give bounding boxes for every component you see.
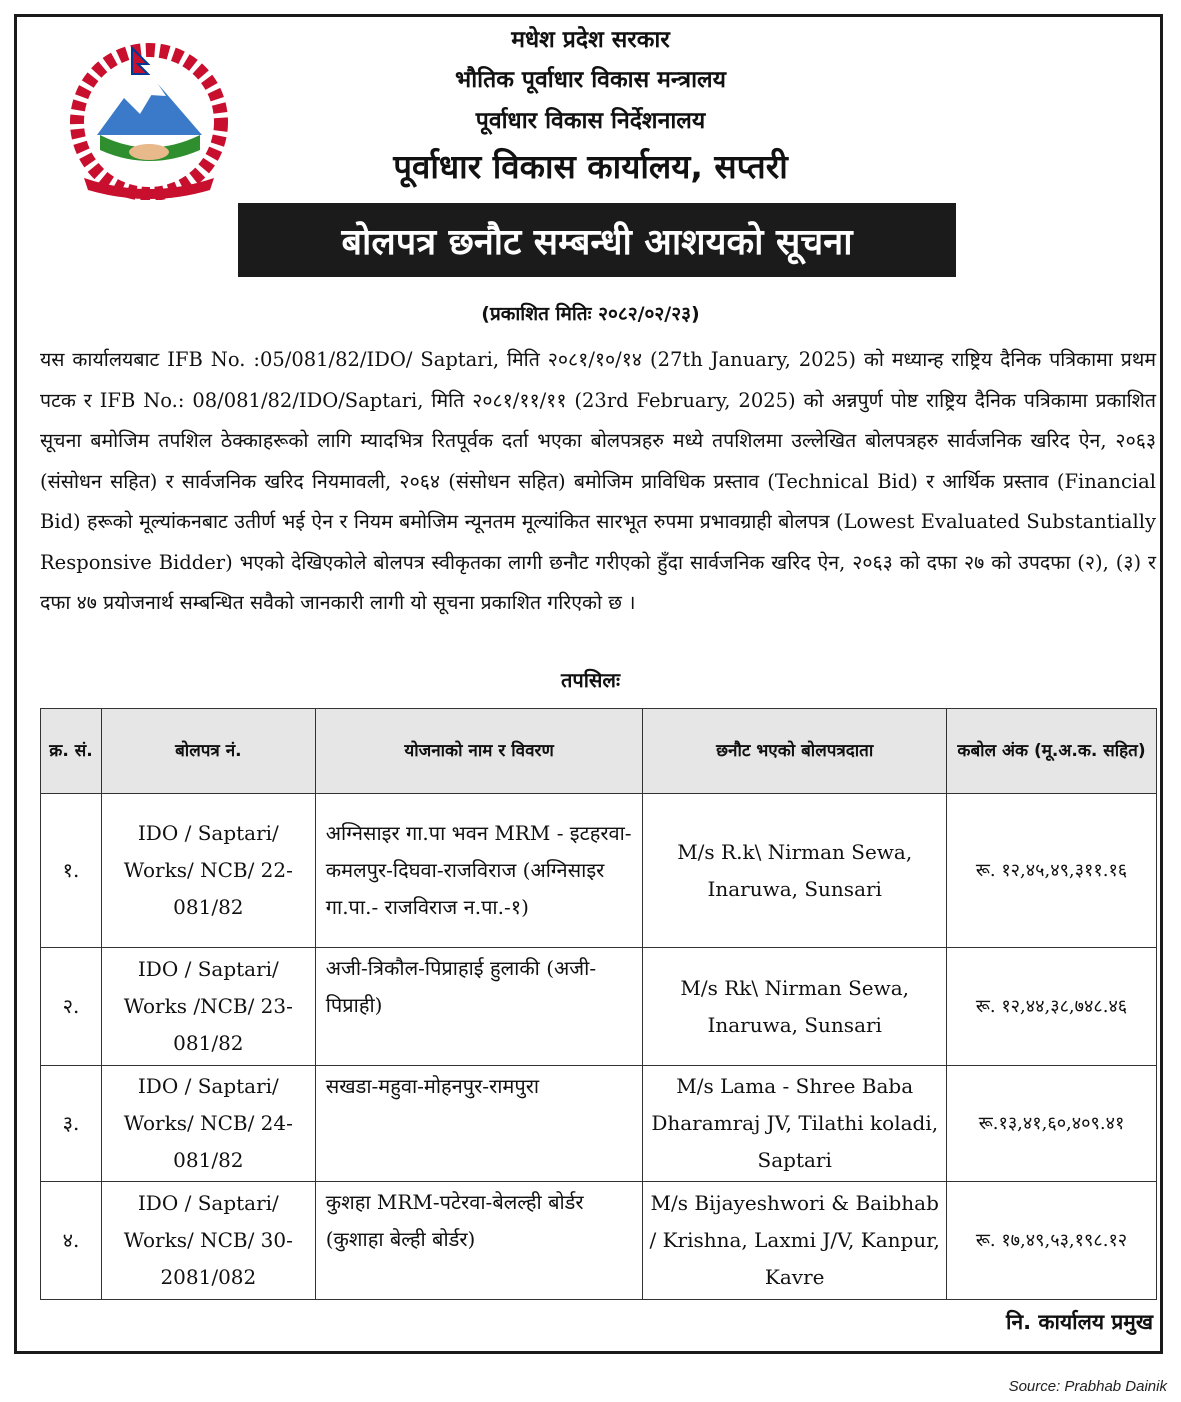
table-row [41, 948, 1157, 1066]
row-bidder: M/s Bijayeshwori & Baibhab / Krishna, Laxmi J/V, Kanpur, Kavre [643, 1182, 947, 1300]
row-bid-no: IDO / Saptari/ Works/ NCB/ 24-081/82 [101, 1066, 315, 1182]
row-sn: ३. [41, 1066, 102, 1182]
row-bidder: M/s Rk\ Nirman Sewa, Inaruwa, Sunsari [643, 948, 947, 1066]
row-sn: २. [41, 948, 102, 1066]
notice-title-banner [238, 203, 956, 277]
header-province: मधेश प्रदेश सरकार [511, 27, 670, 53]
table-row [41, 1182, 1157, 1300]
table-row [41, 1066, 1157, 1182]
row-bid-no: IDO / Saptari/ Works /NCB/ 23-081/82 [101, 948, 315, 1066]
header-bidder: छनौट भएको बोलपत्रदाता [643, 709, 947, 794]
row-project: कुशहा MRM-पटेरवा-बेलल्ही बोर्डर (कुशाहा बेल्ही बोर्डर) [315, 1182, 643, 1300]
office-chief-signature: नि. कार्यालय प्रमुख [1006, 1310, 1153, 1334]
row-amount: रू. १७,४९,५३,१९८.१२ [947, 1182, 1157, 1300]
row-bid-no: IDO / Saptari/ Works/ NCB/ 30-2081/082 [101, 1182, 315, 1300]
row-bidder: M/s Lama - Shree Baba Dharamraj JV, Tilathi koladi, Saptari [643, 1066, 947, 1182]
row-sn: ४. [41, 1182, 102, 1300]
published-date: (प्रकाशित मितिः २०८२/०२/२३) [481, 303, 700, 325]
row-bid-no: IDO / Saptari/ Works/ NCB/ 22-081/82 [101, 794, 315, 948]
header-office: पूर्वाधार विकास कार्यालय, सप्तरी [393, 147, 788, 186]
notice-body: यस कार्यालयबाट IFB No. :05/081/82/IDO/ Saptari, मिति २०८१/१०/१४ (27th January, 2025) को मध्यान्ह राष्ट्रिय दैनिक पत्रिकामा प्रथम पटक र IFB No.: 08/081/82/IDO/Saptari, मिति २०८१/११/११ (23rd February, 2025) को अन्नपुर्ण पोष्ट राष्ट्रिय दैनिक पत्रिकामा प्रकाशित सूचना बमोजिम तपशिल ठेक्काहरूको लागि म्यादभित्र रितपूर्वक दर्ता भएका बोलपत्रहरु मध्ये तपशिलमा उल्लेखित बोलपत्रहरु सार्वजनिक खरिद ऐन, २०६३ (संसोधन सहित) र सार्वजनिक खरिद नियमावली, २०६४ (संसोधन सहित) बमोजिम प्राविधिक प्रस्ताव (Technical Bid) र आर्थिक प्रस्ताव (Financial Bid) हरूको मूल्यांकनबाट उतीर्ण भई ऐन र नियम बमोजिम न्यूनतम मूल्यांकित सारभूत रुपमा प्रभावग्राही बोलपत्र (Lowest Evaluated Substantially Responsive Bidder) भएको देखिएकोले बोलपत्र स्वीकृतका लागी छनौट गरीएको हुँदा सार्वजनिक खरिद ऐन, २०६३ को दफा २७ को उपदफा (२), (३) र दफा ४७ प्रयोजनार्थ सम्बन्धित सवैको जानकारी लागी यो सूचना प्रकाशित गरिएको छ । [40, 348, 1156, 614]
header-amount: कबोल अंक (मू.अ.क. सहित) [947, 709, 1157, 794]
row-bidder: M/s R.k\ Nirman Sewa, Inaruwa, Sunsari [643, 794, 947, 948]
table-header-row [41, 709, 1157, 794]
header-directorate: पूर्वाधार विकास निर्देशनालय [475, 108, 706, 134]
table-row [41, 794, 1157, 948]
header-sn: क्र. सं. [41, 709, 102, 794]
row-amount: रू. १२,४५,४९,३११.१६ [947, 794, 1157, 948]
row-project: अग्निसाइर गा.पा भवन MRM - इटहरवा-कमलपुर-दिघवा-राजविराज (अग्निसाइर गा.पा.- राजविराज न.पा.-१) [315, 794, 643, 948]
header-ministry: भौतिक पूर्वाधार विकास मन्त्रालय [455, 67, 726, 93]
header-bid-no: बोलपत्र नं. [101, 709, 315, 794]
source-credit: Source: Prabhab Dainik [1008, 1378, 1167, 1395]
row-amount: रू.१३,४१,६०,४०९.४१ [947, 1066, 1157, 1182]
schedule-heading: तपसिलः [560, 668, 621, 692]
row-project: अजी-त्रिकौल-पिप्राहाई हुलाकी (अजी-पिप्राही) [315, 948, 643, 1066]
row-project: सखडा-महुवा-मोहनपुर-रामपुरा [315, 1066, 643, 1182]
bid-selection-table [40, 708, 1157, 1300]
notice-title: बोलपत्र छनौट सम्बन्धी आशयको सूचना [341, 221, 853, 263]
row-amount: रू. १२,४४,३८,७४८.४६ [947, 948, 1157, 1066]
header-project: योजनाको नाम र विवरण [315, 709, 643, 794]
row-sn: १. [41, 794, 102, 948]
